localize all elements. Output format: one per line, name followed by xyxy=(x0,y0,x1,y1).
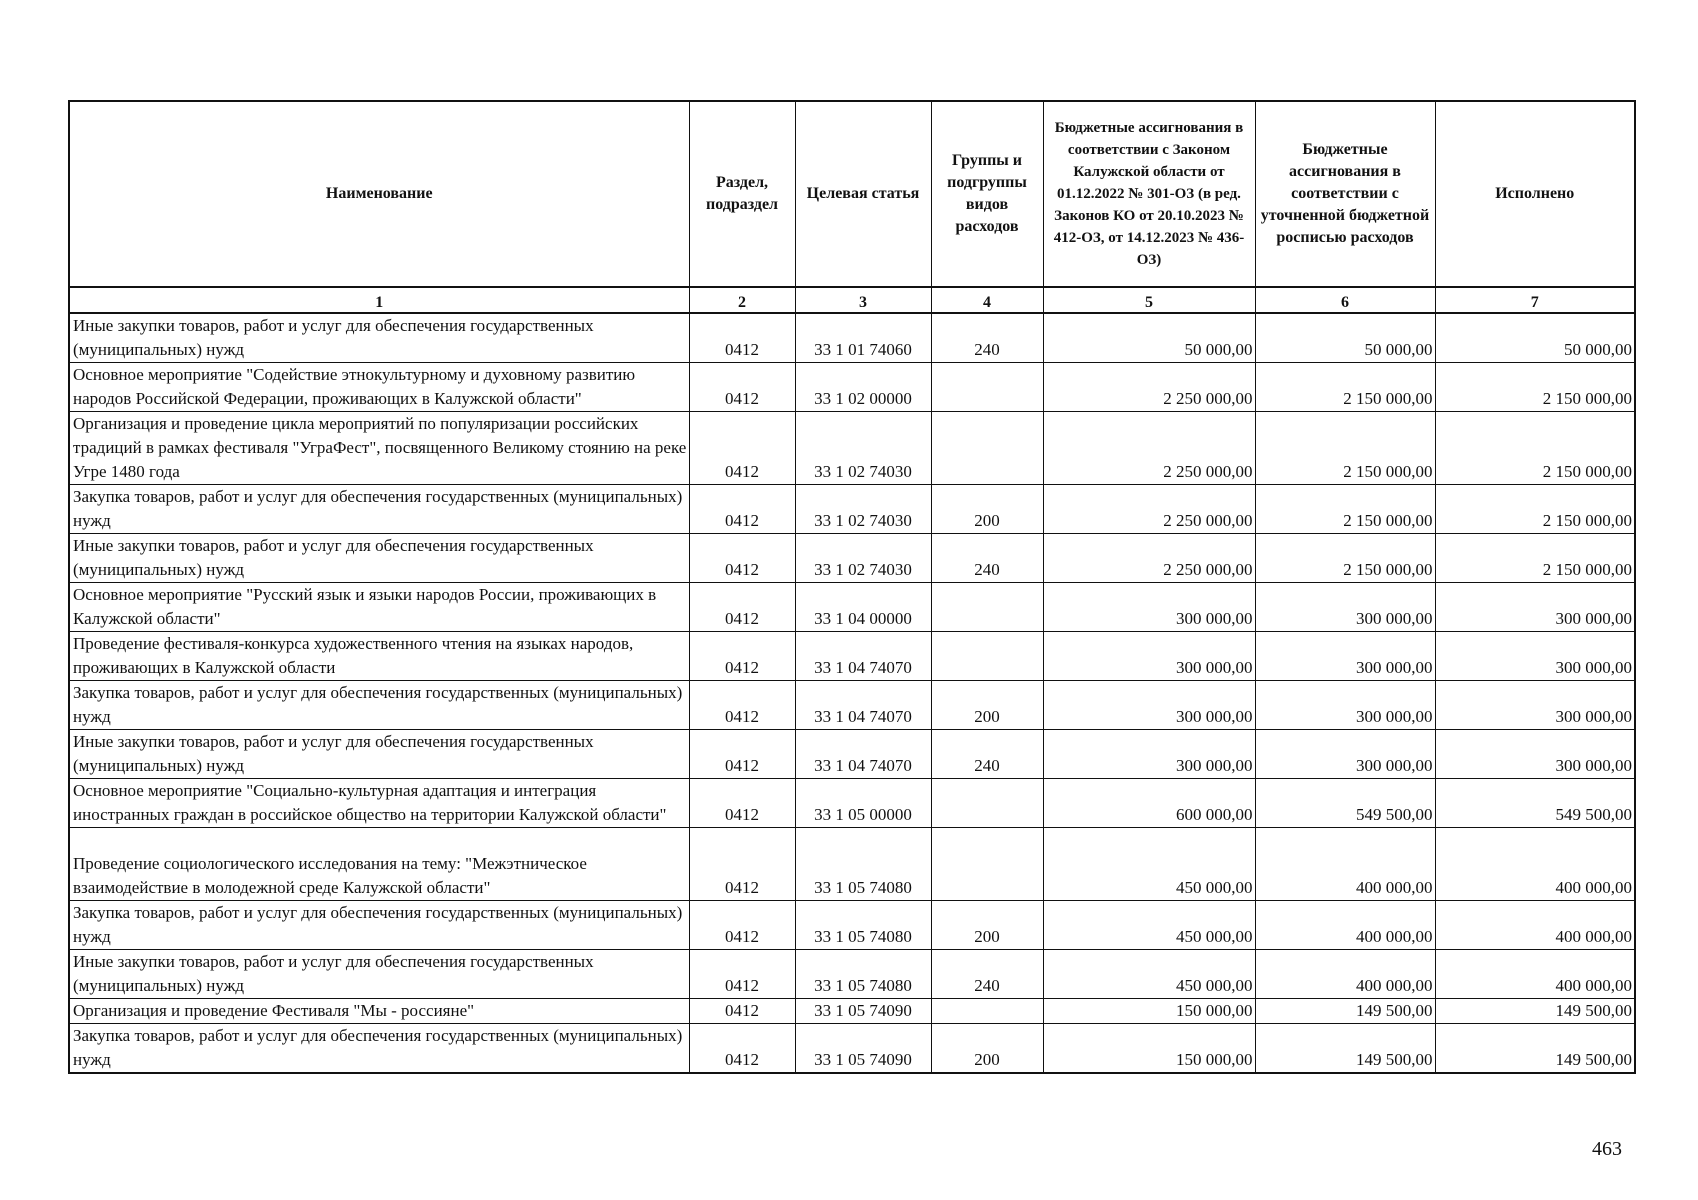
row-name: Иные закупки товаров, работ и услуг для обеспечения государственных (муниципальных) нужд xyxy=(69,534,689,583)
table-row xyxy=(69,485,1635,534)
header-section: Раздел, подраздел xyxy=(689,101,795,287)
row-article: 33 1 05 74080 xyxy=(795,828,931,901)
row-law-amount: 300 000,00 xyxy=(1043,583,1255,632)
row-group xyxy=(931,779,1043,828)
column-number: 7 xyxy=(1435,287,1635,313)
row-executed-amount: 300 000,00 xyxy=(1435,730,1635,779)
row-section: 0412 xyxy=(689,828,795,901)
row-article: 33 1 05 74090 xyxy=(795,999,931,1024)
row-group: 240 xyxy=(931,950,1043,999)
row-refined-amount: 2 150 000,00 xyxy=(1255,412,1435,485)
table-row xyxy=(69,950,1635,999)
page-number: 463 xyxy=(1592,1138,1622,1160)
row-group: 200 xyxy=(931,681,1043,730)
table-row xyxy=(69,313,1635,363)
row-article: 33 1 01 74060 xyxy=(795,313,931,363)
row-name: Иные закупки товаров, работ и услуг для обеспечения государственных (муниципальных) нужд xyxy=(69,950,689,999)
row-article: 33 1 05 74090 xyxy=(795,1024,931,1074)
row-refined-amount: 549 500,00 xyxy=(1255,779,1435,828)
column-number: 1 xyxy=(69,287,689,313)
table-row xyxy=(69,583,1635,632)
column-number: 2 xyxy=(689,287,795,313)
header-executed: Исполнено xyxy=(1435,101,1635,287)
row-law-amount: 450 000,00 xyxy=(1043,901,1255,950)
row-law-amount: 2 250 000,00 xyxy=(1043,363,1255,412)
row-law-amount: 450 000,00 xyxy=(1043,828,1255,901)
row-article: 33 1 05 74080 xyxy=(795,950,931,999)
header-law-allocations: Бюджетные ассигнования в соответствии с Законом Калужской области от 01.12.2022 № 301-ОЗ (в ред. Законов КО от 20.10.2023 № 412-ОЗ, от 14.12.2023 № 436-ОЗ) xyxy=(1043,101,1255,287)
row-section: 0412 xyxy=(689,681,795,730)
row-section: 0412 xyxy=(689,632,795,681)
row-executed-amount: 300 000,00 xyxy=(1435,681,1635,730)
row-article: 33 1 04 74070 xyxy=(795,632,931,681)
row-group xyxy=(931,583,1043,632)
row-law-amount: 150 000,00 xyxy=(1043,1024,1255,1074)
row-group xyxy=(931,412,1043,485)
row-executed-amount: 400 000,00 xyxy=(1435,901,1635,950)
row-refined-amount: 149 500,00 xyxy=(1255,1024,1435,1074)
row-law-amount: 50 000,00 xyxy=(1043,313,1255,363)
row-executed-amount: 2 150 000,00 xyxy=(1435,412,1635,485)
row-executed-amount: 400 000,00 xyxy=(1435,828,1635,901)
row-group: 240 xyxy=(931,534,1043,583)
row-executed-amount: 300 000,00 xyxy=(1435,583,1635,632)
table-row xyxy=(69,999,1635,1024)
row-executed-amount: 149 500,00 xyxy=(1435,1024,1635,1074)
row-group: 240 xyxy=(931,313,1043,363)
row-law-amount: 600 000,00 xyxy=(1043,779,1255,828)
table-row xyxy=(69,730,1635,779)
row-law-amount: 2 250 000,00 xyxy=(1043,485,1255,534)
row-name: Иные закупки товаров, работ и услуг для обеспечения государственных (муниципальных) нужд xyxy=(69,313,689,363)
row-name: Закупка товаров, работ и услуг для обеспечения государственных (муниципальных) нужд xyxy=(69,681,689,730)
row-refined-amount: 300 000,00 xyxy=(1255,632,1435,681)
row-law-amount: 2 250 000,00 xyxy=(1043,534,1255,583)
row-refined-amount: 400 000,00 xyxy=(1255,828,1435,901)
table-row xyxy=(69,681,1635,730)
row-law-amount: 150 000,00 xyxy=(1043,999,1255,1024)
row-group xyxy=(931,363,1043,412)
table-row xyxy=(69,901,1635,950)
row-article: 33 1 02 74030 xyxy=(795,485,931,534)
row-name: Проведение социологического исследования на тему: "Межэтническое взаимодействие в молодежной среде Калужской области" xyxy=(69,828,689,901)
row-article: 33 1 04 74070 xyxy=(795,681,931,730)
row-name: Закупка товаров, работ и услуг для обеспечения государственных (муниципальных) нужд xyxy=(69,1024,689,1074)
header-target-article: Целевая статья xyxy=(795,101,931,287)
row-law-amount: 2 250 000,00 xyxy=(1043,412,1255,485)
header-refined-allocations: Бюджетные ассигнования в соответствии с уточненной бюджетной росписью расходов xyxy=(1255,101,1435,287)
row-article: 33 1 02 00000 xyxy=(795,363,931,412)
column-number: 5 xyxy=(1043,287,1255,313)
row-group: 200 xyxy=(931,1024,1043,1074)
row-name: Основное мероприятие "Содействие этнокультурному и духовному развитию народов Российской Федерации, проживающих в Калужской области" xyxy=(69,363,689,412)
row-executed-amount: 149 500,00 xyxy=(1435,999,1635,1024)
row-refined-amount: 400 000,00 xyxy=(1255,950,1435,999)
row-section: 0412 xyxy=(689,583,795,632)
row-group xyxy=(931,999,1043,1024)
row-refined-amount: 300 000,00 xyxy=(1255,730,1435,779)
row-name: Закупка товаров, работ и услуг для обеспечения государственных (муниципальных) нужд xyxy=(69,485,689,534)
header-name: Наименование xyxy=(69,101,689,287)
row-group xyxy=(931,828,1043,901)
row-executed-amount: 400 000,00 xyxy=(1435,950,1635,999)
row-name: Основное мероприятие "Русский язык и языки народов России, проживающих в Калужской области" xyxy=(69,583,689,632)
row-section: 0412 xyxy=(689,730,795,779)
row-executed-amount: 2 150 000,00 xyxy=(1435,485,1635,534)
column-number: 3 xyxy=(795,287,931,313)
row-refined-amount: 149 500,00 xyxy=(1255,999,1435,1024)
budget-table xyxy=(68,100,1636,1074)
row-name: Организация и проведение цикла мероприятий по популяризации российских традиций в рамках фестиваля "УграФест", посвященного Великому стоянию на реке Угре 1480 года xyxy=(69,412,689,485)
row-name: Иные закупки товаров, работ и услуг для обеспечения государственных (муниципальных) нужд xyxy=(69,730,689,779)
row-section: 0412 xyxy=(689,999,795,1024)
row-section: 0412 xyxy=(689,950,795,999)
row-executed-amount: 300 000,00 xyxy=(1435,632,1635,681)
row-law-amount: 450 000,00 xyxy=(1043,950,1255,999)
row-refined-amount: 2 150 000,00 xyxy=(1255,534,1435,583)
column-number: 4 xyxy=(931,287,1043,313)
table-row xyxy=(69,632,1635,681)
row-section: 0412 xyxy=(689,485,795,534)
row-executed-amount: 549 500,00 xyxy=(1435,779,1635,828)
row-article: 33 1 05 74080 xyxy=(795,901,931,950)
row-law-amount: 300 000,00 xyxy=(1043,632,1255,681)
row-section: 0412 xyxy=(689,779,795,828)
row-refined-amount: 300 000,00 xyxy=(1255,583,1435,632)
row-article: 33 1 02 74030 xyxy=(795,534,931,583)
row-law-amount: 300 000,00 xyxy=(1043,681,1255,730)
row-group: 200 xyxy=(931,901,1043,950)
row-section: 0412 xyxy=(689,1024,795,1074)
row-refined-amount: 300 000,00 xyxy=(1255,681,1435,730)
row-refined-amount: 2 150 000,00 xyxy=(1255,363,1435,412)
row-section: 0412 xyxy=(689,363,795,412)
row-refined-amount: 50 000,00 xyxy=(1255,313,1435,363)
row-group xyxy=(931,632,1043,681)
row-section: 0412 xyxy=(689,534,795,583)
row-article: 33 1 04 74070 xyxy=(795,730,931,779)
table-header-row xyxy=(69,101,1635,287)
row-name: Проведение фестиваля-конкурса художественного чтения на языках народов, проживающих в Калужской области xyxy=(69,632,689,681)
table-row xyxy=(69,412,1635,485)
header-expense-group: Группы и подгруппы видов расходов xyxy=(931,101,1043,287)
column-number-row xyxy=(69,287,1635,313)
table-row xyxy=(69,1024,1635,1074)
row-refined-amount: 2 150 000,00 xyxy=(1255,485,1435,534)
row-article: 33 1 04 00000 xyxy=(795,583,931,632)
row-section: 0412 xyxy=(689,901,795,950)
row-law-amount: 300 000,00 xyxy=(1043,730,1255,779)
table-row xyxy=(69,534,1635,583)
row-name: Закупка товаров, работ и услуг для обеспечения государственных (муниципальных) нужд xyxy=(69,901,689,950)
row-executed-amount: 2 150 000,00 xyxy=(1435,363,1635,412)
column-number: 6 xyxy=(1255,287,1435,313)
row-name: Организация и проведение Фестиваля "Мы - россияне" xyxy=(69,999,689,1024)
row-section: 0412 xyxy=(689,313,795,363)
row-article: 33 1 02 74030 xyxy=(795,412,931,485)
table-row xyxy=(69,828,1635,901)
row-group: 240 xyxy=(931,730,1043,779)
row-article: 33 1 05 00000 xyxy=(795,779,931,828)
row-executed-amount: 50 000,00 xyxy=(1435,313,1635,363)
row-name: Основное мероприятие "Социально-культурная адаптация и интеграция иностранных граждан в российское общество на территории Калужской области" xyxy=(69,779,689,828)
row-refined-amount: 400 000,00 xyxy=(1255,901,1435,950)
row-executed-amount: 2 150 000,00 xyxy=(1435,534,1635,583)
table-row xyxy=(69,779,1635,828)
row-section: 0412 xyxy=(689,412,795,485)
table-row xyxy=(69,363,1635,412)
row-group: 200 xyxy=(931,485,1043,534)
